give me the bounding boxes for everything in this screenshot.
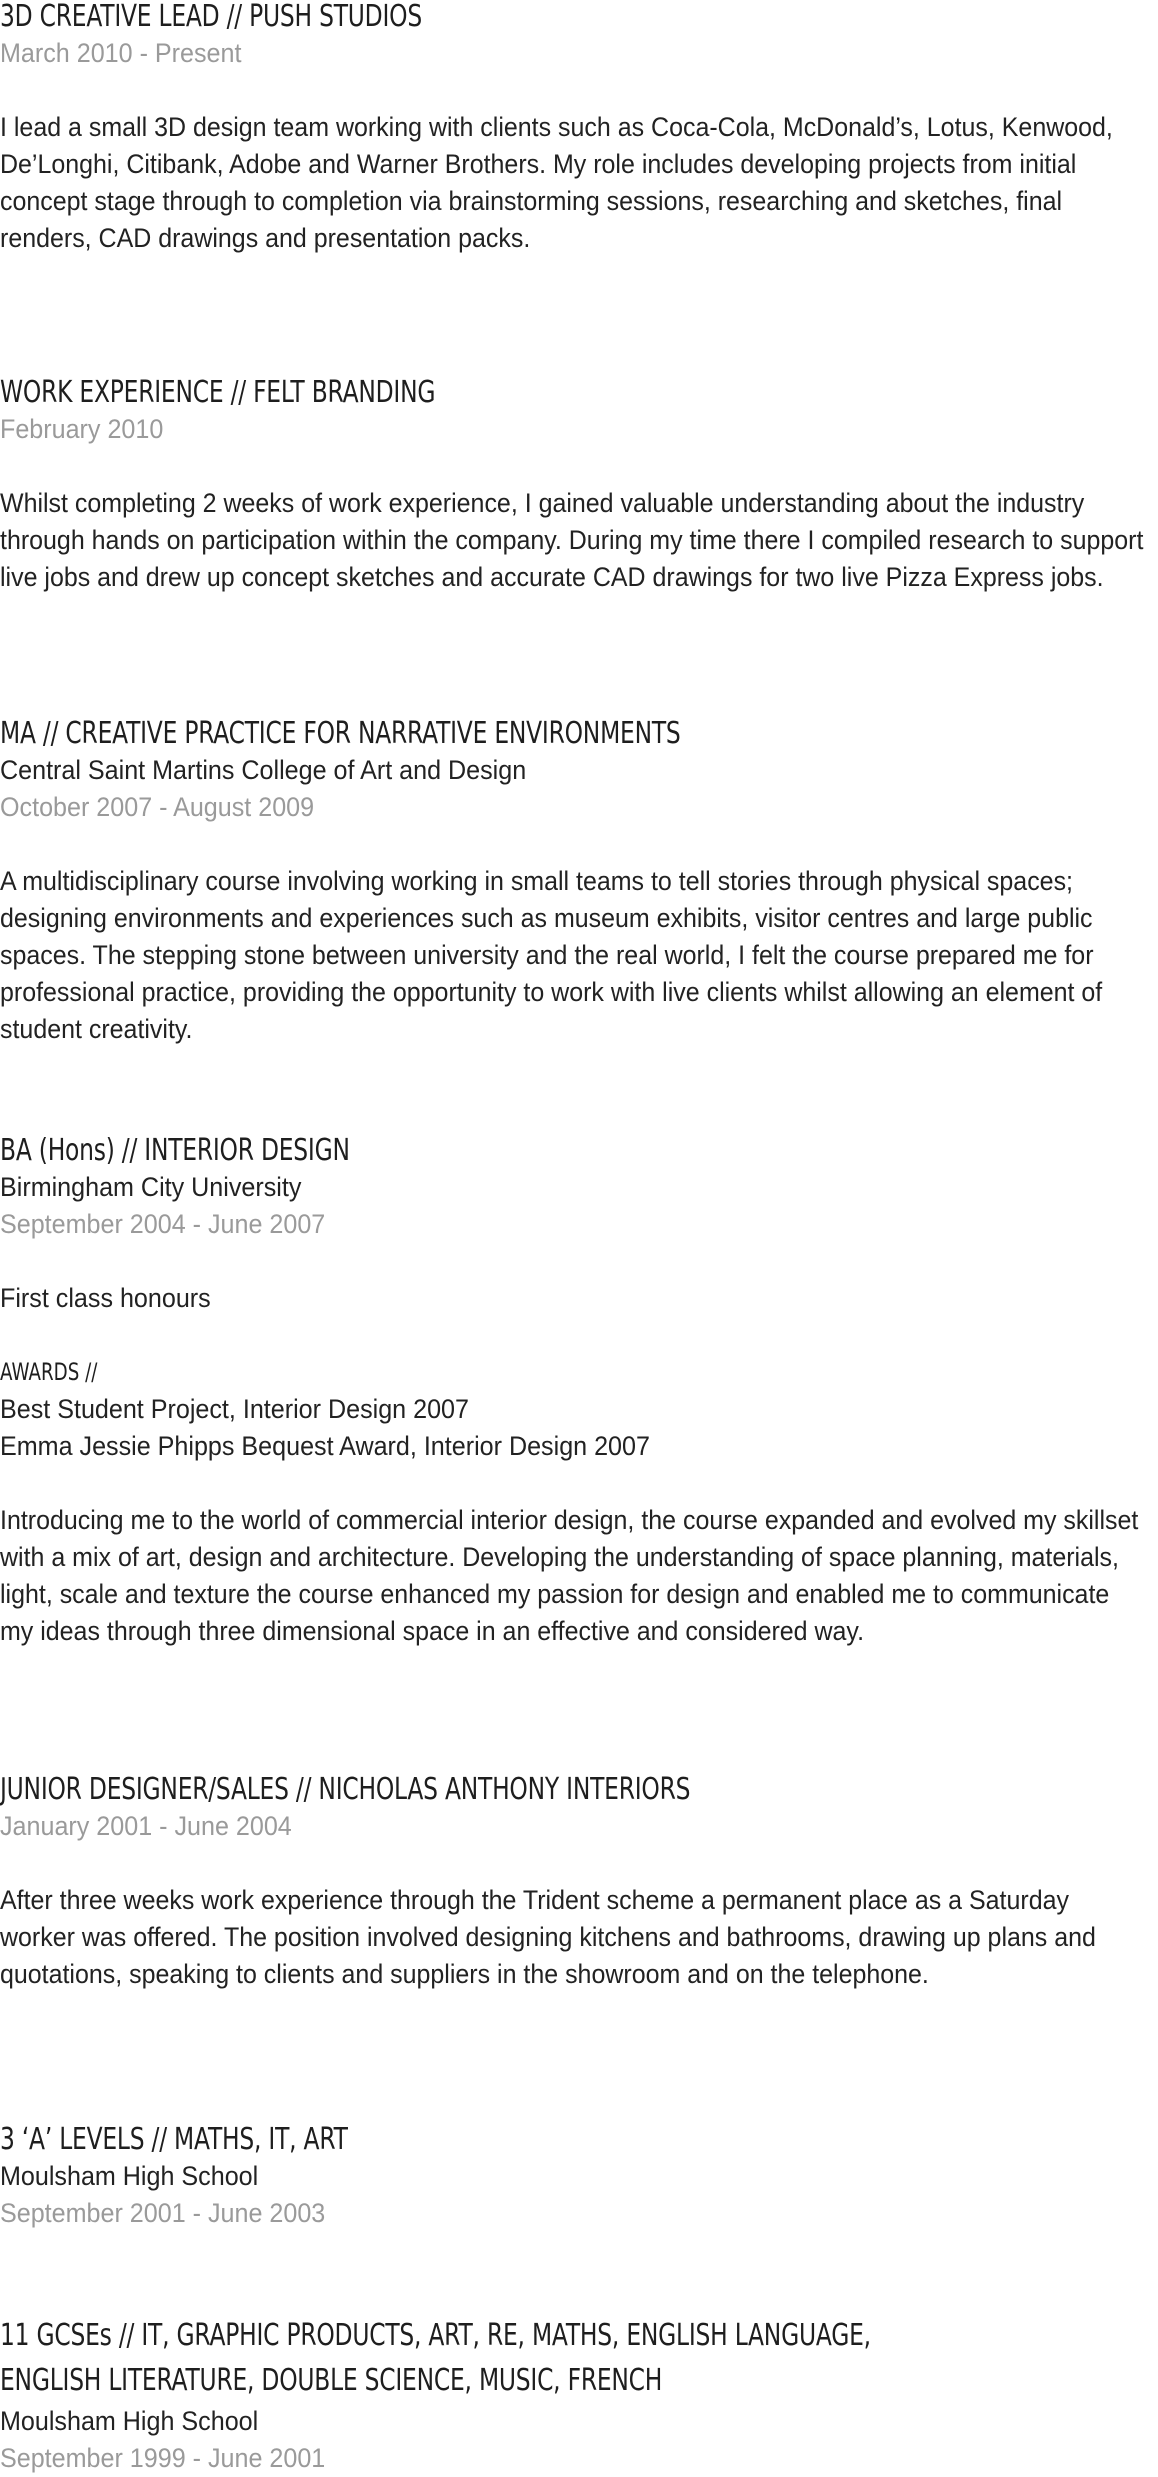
section-heading: 3 ‘A’ LEVELS // MATHS, IT, ART xyxy=(0,2122,348,2157)
section-date: March 2010 - Present xyxy=(0,38,242,68)
section-date: September 1999 - June 2001 xyxy=(0,2443,326,2473)
section-institution: Central Saint Martins College of Art and Design xyxy=(0,755,527,785)
section-felt-branding xyxy=(0,374,1158,596)
award-item: Emma Jessie Phipps Bequest Award, Interior Design 2007 xyxy=(0,1431,650,1461)
section-heading-line-2: ENGLISH LITERATURE, DOUBLE SCIENCE, MUSIC, FRENCH xyxy=(0,2363,663,2398)
section-grade: First class honours xyxy=(0,1283,211,1313)
section-description: I lead a small 3D design team working with clients such as Coca-Cola, McDonald’s, Lotus, Kenwood, De’Longhi, Citibank, Adobe and Warner Brothers. My role includes developing projects from initial concept stage through to completion via brainstorming sessions, researching and sketches, final renders, CAD drawings and presentation packs. xyxy=(0,112,1113,253)
section-description: A multidisciplinary course involving working in small teams to tell stories through physical spaces; designing environments and experiences such as museum exhibits, visitor centres and large public spaces. The stepping stone between university and the real world, I felt the course prepared me for professional practice, providing the opportunity to work with live clients whilst allowing an element of student creativity. xyxy=(0,866,1103,1044)
award-item: Best Student Project, Interior Design 2007 xyxy=(0,1394,469,1424)
section-description: Whilst completing 2 weeks of work experience, I gained valuable understanding about the industry through hands on participation within the company. During my time there I compiled research to support live jobs and drew up concept sketches and accurate CAD drawings for two live Pizza Express jobs. xyxy=(0,488,1144,592)
section-heading: JUNIOR DESIGNER/SALES // NICHOLAS ANTHONY INTERIORS xyxy=(0,1772,691,1807)
section-date: January 2001 - June 2004 xyxy=(0,1811,292,1841)
section-date: September 2004 - June 2007 xyxy=(0,1209,326,1239)
section-date: September 2001 - June 2003 xyxy=(0,2198,326,2228)
section-gcses xyxy=(0,2313,1117,2477)
section-description: Introducing me to the world of commercial interior design, the course expanded and evolved my skillset with a mix of art, design and architecture. Developing the understanding of space planning, materials, light, scale and texture the course enhanced my passion for design and enabled me to communicate my ideas through three dimensional space in an effective and considered way. xyxy=(0,1505,1139,1646)
section-institution: Moulsham High School xyxy=(0,2406,259,2436)
section-heading: BA (Hons) // INTERIOR DESIGN xyxy=(0,1133,350,1168)
section-heading: WORK EXPERIENCE // FELT BRANDING xyxy=(0,375,436,410)
section-heading-line-1: 11 GCSEs // IT, GRAPHIC PRODUCTS, ART, RE, MATHS, ENGLISH LANGUAGE, xyxy=(0,2318,871,2353)
section-institution: Moulsham High School xyxy=(0,2161,259,2191)
section-date: October 2007 - August 2009 xyxy=(0,792,315,822)
section-nicholas-anthony xyxy=(0,1771,1158,1993)
section-heading: MA // CREATIVE PRACTICE FOR NARRATIVE ENVIRONMENTS xyxy=(0,716,681,751)
section-heading: 3D CREATIVE LEAD // PUSH STUDIOS xyxy=(0,0,422,34)
section-ba xyxy=(0,1132,1158,1650)
section-push-studios xyxy=(0,0,1158,257)
section-institution: Birmingham City University xyxy=(0,1172,302,1202)
section-description: After three weeks work experience through the Trident scheme a permanent place as a Saturday worker was offered. The position involved designing kitchens and bathrooms, drawing up plans and quotations, speaking to clients and suppliers in the showroom and on the telephone. xyxy=(0,1885,1096,1989)
section-date: February 2010 xyxy=(0,414,164,444)
section-ma xyxy=(0,715,1158,1048)
awards-label: AWARDS // xyxy=(0,1358,98,1386)
section-a-levels xyxy=(0,2121,446,2232)
